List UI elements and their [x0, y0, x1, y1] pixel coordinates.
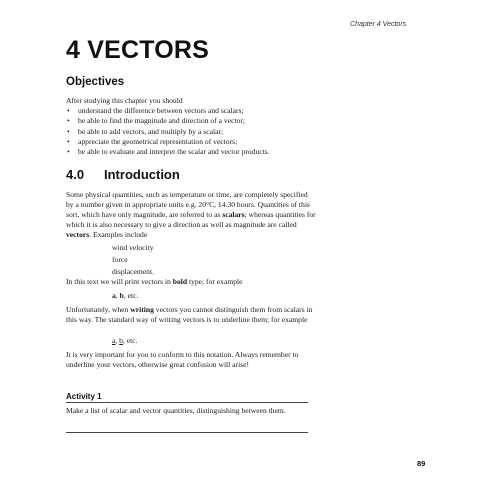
- para1-text: ; whereas quantities for which it is also necessary to give a direction as well as magnitude are called: [66, 209, 316, 229]
- bullet-icon: •: [67, 147, 70, 157]
- intro-paragraph-3: [66, 305, 316, 325]
- chapter-title: 4 VECTORS: [66, 36, 210, 64]
- objectives-list: [66, 106, 270, 157]
- separator: ,: [115, 336, 120, 345]
- bold-word: bold: [172, 277, 188, 286]
- objective-text: understand the difference between vectors and scalars;: [78, 106, 244, 115]
- objective-text: appreciate the geometrical representation of vectors;: [78, 136, 238, 146]
- objectives-heading: Objectives: [66, 76, 125, 88]
- intro-paragraph-1: [66, 190, 316, 240]
- bold-vector-example: [112, 291, 138, 300]
- vector-a: a: [112, 336, 116, 345]
- example-item: force: [112, 255, 128, 264]
- objective-text: be able to evaluate and interpret the scalar and vector products.: [78, 147, 270, 157]
- activity-heading: Activity 1: [66, 392, 102, 401]
- bullet-icon: •: [67, 126, 70, 136]
- bullet-icon: •: [67, 106, 70, 115]
- objective-item: [66, 127, 270, 137]
- term-scalars: scalars: [222, 209, 245, 219]
- example-item: wind velocity: [112, 243, 154, 252]
- activity-bottom-rule: [66, 432, 308, 433]
- examples-list: [112, 242, 154, 278]
- intro-paragraph-4: It is very important for you to conform to this notation. Always remember to underline your vectors, otherwise great confusion will arise!: [66, 350, 299, 369]
- separator: ,: [115, 291, 120, 300]
- para3-text: Unfortunately, when: [66, 305, 131, 314]
- para2-text: type; for example: [187, 277, 243, 286]
- para3-text: vectors you cannot distinguish them from scalars in this way. The standard way of writing vectors is to underline them; for example: [66, 305, 313, 324]
- term-vectors: vectors: [66, 229, 90, 239]
- bold-word: writing: [130, 305, 154, 314]
- intro-paragraph-2: [66, 277, 316, 287]
- objective-item: [66, 116, 270, 126]
- vector-a: a: [112, 291, 116, 300]
- bullet-icon: •: [67, 116, 70, 126]
- vector-b: b: [119, 291, 124, 300]
- introduction-heading: [66, 167, 180, 182]
- section-number: 4.0: [66, 167, 85, 182]
- objective-text: be able to find the magnitude and direction of a vector;: [78, 116, 246, 126]
- running-header: Chapter 4 Vectors: [350, 21, 407, 28]
- objective-item: [66, 106, 270, 116]
- separator: , etc.: [123, 291, 139, 300]
- underlined-vector-example: [112, 336, 138, 345]
- objective-text: be able to add vectors, and multiply by a scalar;: [78, 126, 224, 136]
- section-title: Introduction: [104, 167, 180, 182]
- example-item: displacement.: [112, 267, 154, 276]
- objective-item: [66, 147, 270, 157]
- vector-b: b: [119, 336, 123, 345]
- objectives-intro: After studying this chapter you should: [66, 96, 183, 105]
- page-number: 89: [417, 459, 426, 468]
- para1-text: Some physical quantities, such as temperature or time, are completely specified by a number given in appropriate units e.g. 20°C, 14.30 hours. Quantities of this sort, which have only magnitude, are referred to as: [66, 190, 310, 219]
- objective-item: [66, 137, 270, 147]
- para1-text: . Examples include: [89, 229, 148, 239]
- activity-text: Make a list of scalar and vector quantities, distinguishing between them.: [66, 406, 286, 415]
- para2-text: In this text we will print vectors in: [66, 277, 173, 286]
- bullet-icon: •: [67, 136, 70, 146]
- separator: , etc.: [122, 336, 138, 345]
- activity-top-rule: [66, 402, 308, 403]
